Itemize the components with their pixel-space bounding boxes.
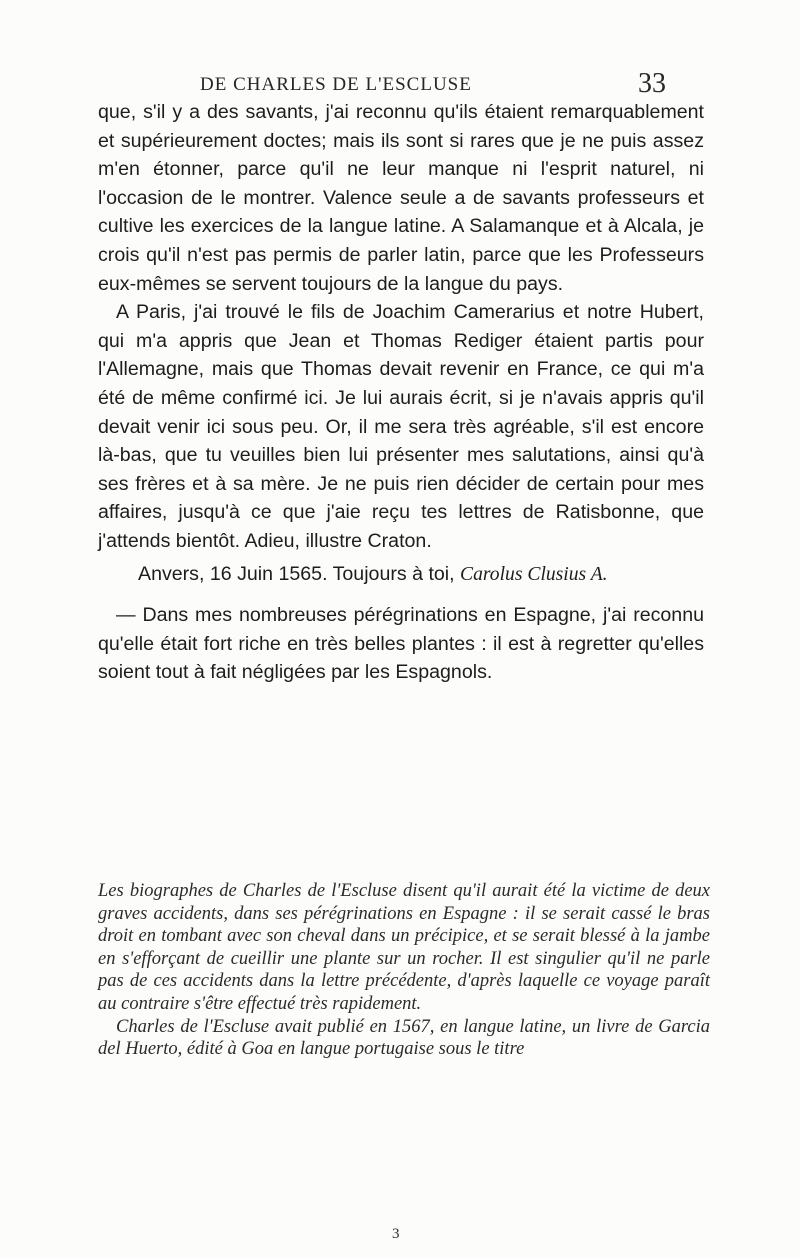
footnotes [98, 880, 710, 1061]
signature-mark: 3 [392, 1226, 400, 1242]
body-text [98, 98, 704, 687]
paragraph: A Paris, j'ai trouvé le fils de Joachim Camerarius et notre Hubert, qui m'a appris que Jean et Thomas Rediger étaient partis pour l'Allemagne, mais que Thomas devait revenir en France, ce qui m'a été de même confirmé ici. Je lui aurais écrit, si je n'avais appris qu'il devait venir ici sous peu. Or, il me sera très agréable, s'il est encore là-bas, que tu veuilles bien lui présenter mes salutations, ainsi qu'à ses frères et à sa mère. Je ne puis rien décider de certain pour mes affaires, jusqu'à ce que j'aie reçu tes lettres de Ratisbonne, que j'attends bientôt. Adieu, illustre Craton. [98, 301, 704, 552]
footnote: Les biographes de Charles de l'Escluse disent qu'il aurait été la victime de deux graves accidents, dans ses pérégrinations en Espagne : il se serait cassé le bras droit en tombant avec son cheval dans un précipice, et se serait blessé à la jambe en s'efforçant de cueillir une plante sur un rocher. Il est singulier qu'il ne parle pas de ces accidents dans la lettre précédente, d'après laquelle ce voyage paraît au contraire s'être effectué très rapidement. [98, 881, 710, 1014]
signature-place: Anvers, 16 Juin 1565. Toujours à toi, [138, 562, 461, 585]
paragraph: que, s'il y a des savants, j'ai reconnu qu'ils étaient remarquablement et supérieurement doctes; mais ils sont si rares que je ne puis assez m'en étonner, parce qu'il ne leur manque ni l'esprit naturel, ni l'occasion de le montrer. Valence seule a de savants professeurs et cultive les exercices de la langue latine. A Salamanque et à Alcala, je crois qu'il n'est pas permis de parler latin, parce que les Professeurs eux-mêmes se servent toujours de la langue du pays. [98, 101, 704, 295]
letter-signature [98, 560, 704, 590]
signature-name: Carolus Clusius A. [460, 563, 608, 585]
paragraph: — Dans mes nombreuses pérégrinations en Espagne, j'ai reconnu qu'elle était fort riche en très belles plantes : il est à regretter qu'elles soient tout à fait négligées par les Espagnols. [98, 604, 704, 684]
page-number: 33 [638, 68, 666, 99]
running-head: DE CHARLES DE L'ESCLUSE [200, 74, 472, 95]
footnote: Charles de l'Escluse avait publié en 1567, en langue latine, un livre de Garcia del Huerto, édité à Goa en langue portugaise sous le titre [98, 1016, 710, 1060]
